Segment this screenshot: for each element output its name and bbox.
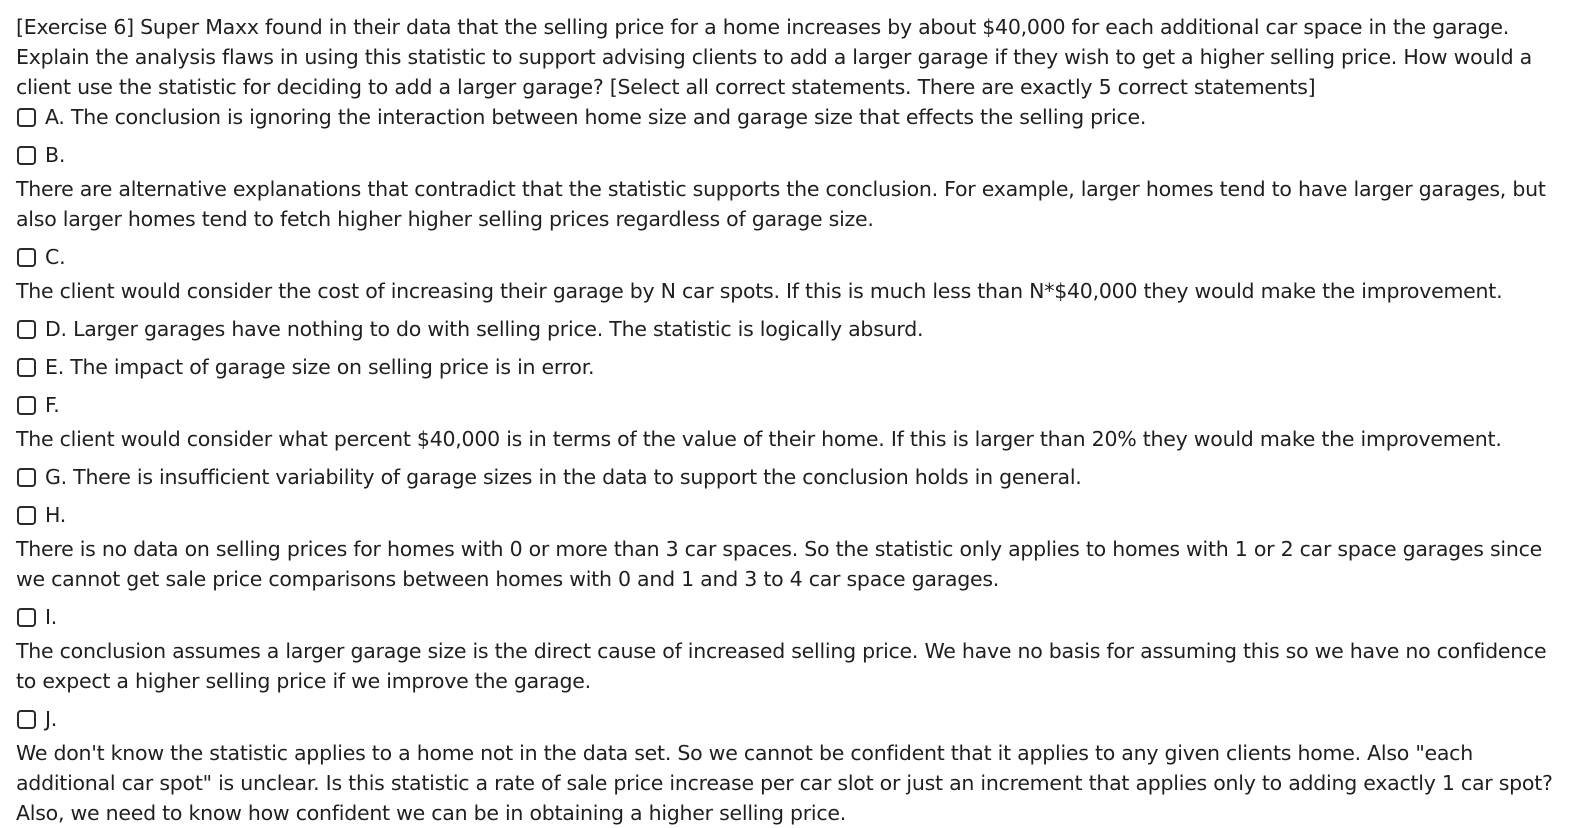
checkbox-g[interactable] [17, 468, 36, 487]
checkbox-e[interactable] [17, 358, 36, 377]
option-h-text: There is no data on selling prices for homes with 0 or more than 3 car spaces. So the statistic only applies to homes with 1 or 2 car space garages since we cannot get sale price comparisons between homes with 0 and 1 and 3 to 4 car space garages. [16, 537, 1542, 591]
option-c-letter: C. [45, 245, 66, 269]
option-g-label: G. There is insufficient variability of garage sizes in the data to support the conclusion holds in general. [45, 465, 1082, 489]
checkbox-a[interactable] [17, 108, 36, 127]
option-j-text: We don't know the statistic applies to a home not in the data set. So we cannot be confident that it applies to any given clients home. Also "each additional car spot" is unclear. Is this statistic a rate of sale price increase per car slot or just an increment that applies only to adding exactly 1 car spot? Also, we need to know how confident we can be in obtaining a higher selling price. [16, 741, 1553, 825]
option-a[interactable] [16, 102, 1570, 132]
checkbox-h[interactable] [17, 506, 36, 525]
option-f-text: The client would consider what percent $40,000 is in terms of the value of their home. If this is larger than 20% they would make the improvement. [16, 427, 1502, 451]
option-h[interactable] [16, 500, 1570, 594]
option-b-text: There are alternative explanations that contradict that the statistic supports the conclusion. For example, larger homes tend to have larger garages, but also larger homes tend to fetch higher higher selling prices regardless of garage size. [16, 177, 1546, 231]
option-e[interactable] [16, 352, 1570, 382]
option-f-letter: F. [45, 393, 60, 417]
option-a-label: A. The conclusion is ignoring the interaction between home size and garage size that effects the selling price. [45, 105, 1147, 129]
option-c-text: The client would consider the cost of increasing their garage by N car spots. If this is much less than N*$40,000 they would make the improvement. [16, 279, 1503, 303]
checkbox-j[interactable] [17, 710, 36, 729]
checkbox-b[interactable] [17, 146, 36, 165]
option-b-letter: B. [45, 143, 66, 167]
option-i[interactable] [16, 602, 1570, 696]
option-f[interactable] [16, 390, 1570, 454]
option-i-letter: I. [45, 605, 58, 629]
option-d[interactable] [16, 314, 1570, 344]
checkbox-d[interactable] [17, 320, 36, 339]
option-b[interactable] [16, 140, 1570, 234]
option-c[interactable] [16, 242, 1570, 306]
option-e-label: E. The impact of garage size on selling price is in error. [45, 355, 595, 379]
checkbox-f[interactable] [17, 396, 36, 415]
option-j[interactable] [16, 704, 1570, 828]
option-h-letter: H. [45, 503, 67, 527]
question-text: [Exercise 6] Super Maxx found in their data that the selling price for a home increases by about $40,000 for each additional car space in the garage. Explain the analysis flaws in using this statistic to support advising clients to add a larger garage if they wish to get a higher selling price. How would a client use the statistic for deciding to add a larger garage? [Select all correct statements. There are exactly 5 correct statements] [16, 15, 1532, 99]
option-d-label: D. Larger garages have nothing to do with selling price. The statistic is logically absurd. [45, 317, 924, 341]
option-g[interactable] [16, 462, 1570, 492]
checkbox-i[interactable] [17, 608, 36, 627]
option-j-letter: J. [45, 707, 58, 731]
option-i-text: The conclusion assumes a larger garage size is the direct cause of increased selling price. We have no basis for assuming this so we have no confidence to expect a higher selling price if we improve the garage. [16, 639, 1547, 693]
checkbox-c[interactable] [17, 248, 36, 267]
